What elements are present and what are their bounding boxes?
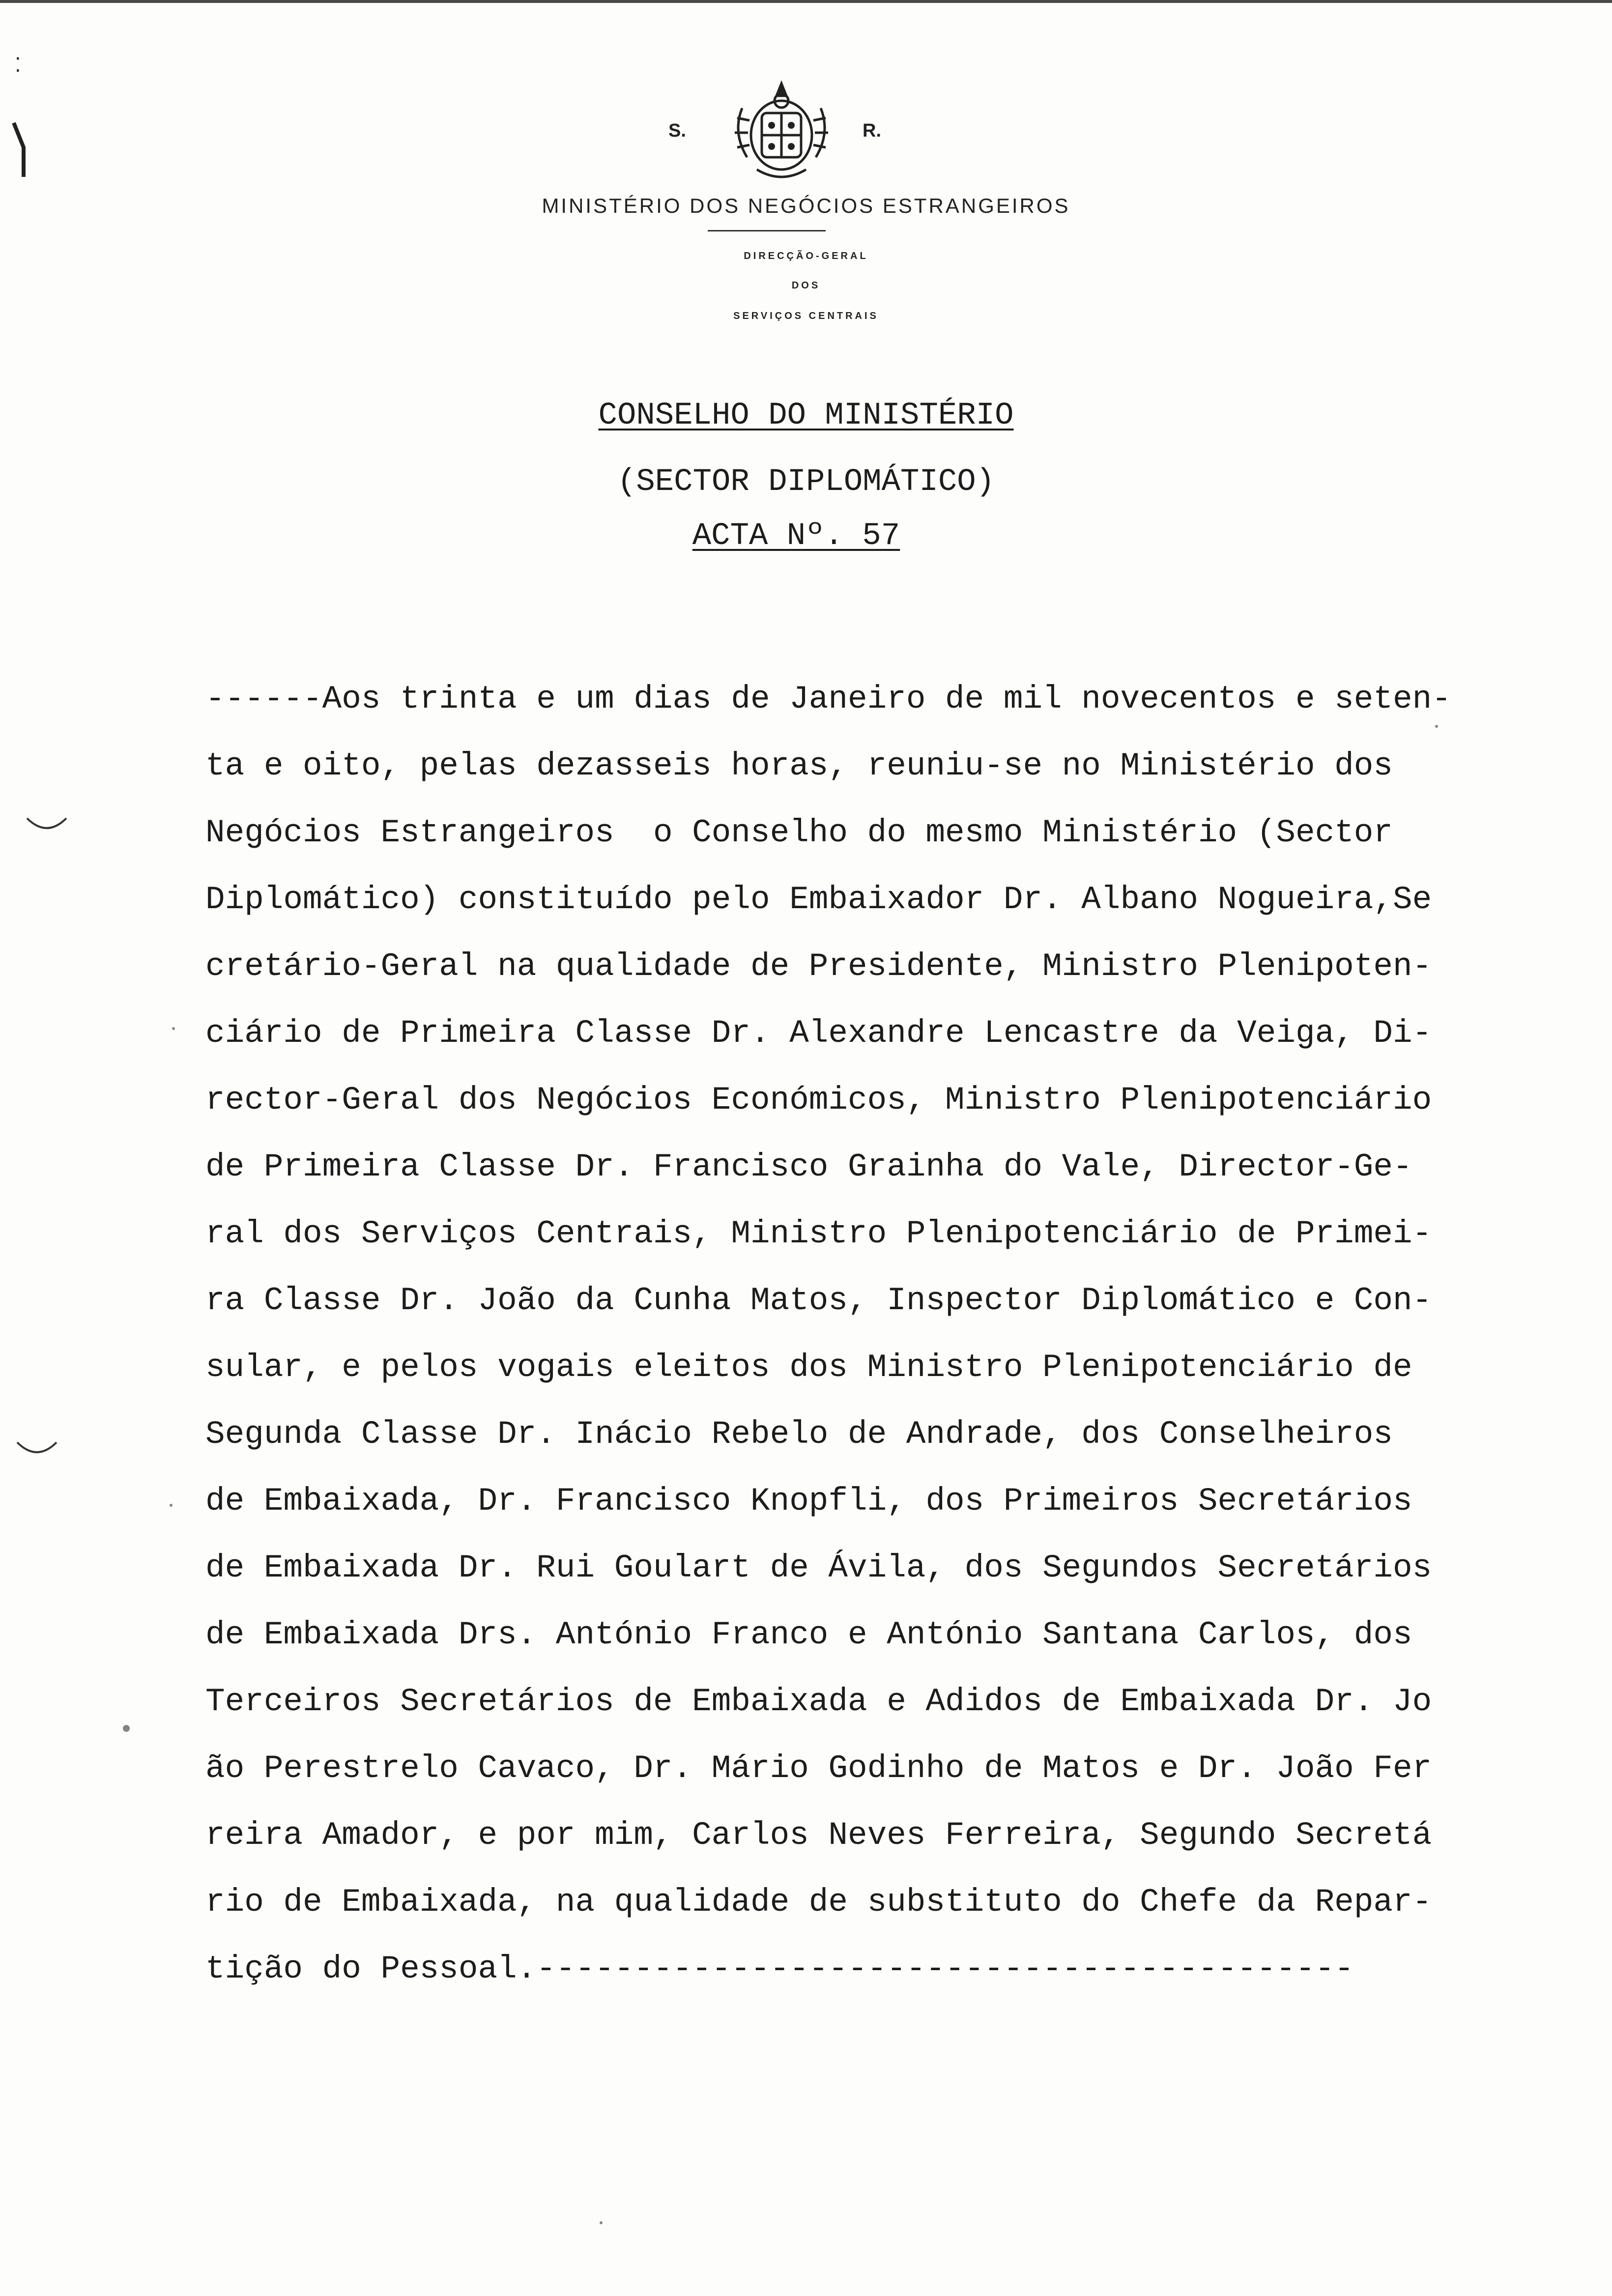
dept-line-1: DIRECÇÃO-GERAL [744, 251, 868, 261]
ministry-name: MINISTÉRIO DOS NEGÓCIOS ESTRANGEIROS [542, 194, 1070, 217]
minutes-body [205, 666, 1503, 2003]
body-line: Terceiros Secretários de Embaixada e Adidos de Embaixada Dr. Jo [205, 1683, 1432, 1720]
body-line: Segunda Classe Dr. Inácio Rebelo de Andrade, dos Conselheiros [205, 1416, 1393, 1453]
letterhead [0, 74, 1612, 192]
body-line: rio de Embaixada, na qualidade de substituto do Chefe da Repar- [205, 1884, 1432, 1921]
body-line: ciário de Primeira Classe Dr. Alexandre Lencastre da Veiga, Di- [205, 1015, 1432, 1052]
dept-line-3: SERVIÇOS CENTRAIS [733, 311, 879, 321]
body-line: Diplomático) constituído pelo Embaixador Dr. Albano Nogueira,Se [205, 881, 1432, 918]
body-line: cretário-Geral na qualidade de Presidente, Ministro Plenipoten- [205, 948, 1432, 985]
body-line: ral dos Serviços Centrais, Ministro Plenipotenciário de Primei- [205, 1215, 1432, 1252]
scan-dot [123, 1725, 130, 1732]
ministry-divider [708, 230, 826, 231]
body-line: sular, e pelos vogais eleitos dos Ministro Plenipotenciário de [205, 1349, 1412, 1386]
dept-line-2: DOS [791, 280, 821, 291]
seal-letter-left: S. [668, 120, 686, 141]
scan-edge-rule [0, 0, 1612, 3]
body-line: ------Aos trinta e um dias de Janeiro de mil novecentos e seten- [205, 681, 1451, 718]
margin-mark-top: ⁚ [15, 54, 21, 77]
body-line: ta e oito, pelas dezasseis horas, reuniu-se no Ministério dos [205, 747, 1393, 784]
document-title: CONSELHO DO MINISTÉRIO [598, 398, 1014, 433]
body-line: ão Perestrelo Cavaco, Dr. Mário Godinho de Matos e Dr. João Fer [205, 1750, 1432, 1787]
hole-punch-mark-1 [25, 816, 69, 837]
body-line: rector-Geral dos Negócios Económicos, Ministro Plenipotenciário [205, 1082, 1432, 1119]
body-line: Negócios Estrangeiros o Conselho do mesmo Ministério (Sector [205, 814, 1393, 851]
body-line: de Embaixada, Dr. Francisco Knopfli, dos Primeiros Secretários [205, 1483, 1412, 1520]
seal-letter-right: R. [863, 120, 881, 141]
seal-row [0, 74, 1612, 192]
acta-number: ACTA Nº. 57 [692, 518, 900, 554]
body-line: de Primeira Classe Dr. Francisco Grainha do Vale, Director-Ge- [205, 1148, 1412, 1185]
hole-punch-mark-2 [15, 1440, 59, 1462]
body-line: reira Amador, e por mim, Carlos Neves Ferreira, Segundo Secretá [205, 1817, 1432, 1854]
coat-of-arms-icon [722, 74, 840, 192]
title-line-1 [0, 398, 1612, 433]
body-line: de Embaixada Dr. Rui Goulart de Ávila, dos Segundos Secretários [205, 1550, 1432, 1586]
scan-dot [170, 1504, 173, 1507]
body-line: tição do Pessoal.------------------------------------------ [205, 1951, 1354, 1987]
title-line-2: (SECTOR DIPLOMÁTICO) [617, 464, 995, 500]
scan-dot [600, 2221, 603, 2224]
body-line: ra Classe Dr. João da Cunha Matos, Inspector Diplomático e Con- [205, 1282, 1432, 1319]
title-line-3 [0, 518, 1602, 554]
body-line: de Embaixada Drs. António Franco e António Santana Carlos, dos [205, 1616, 1412, 1653]
scan-dot [172, 1027, 175, 1030]
